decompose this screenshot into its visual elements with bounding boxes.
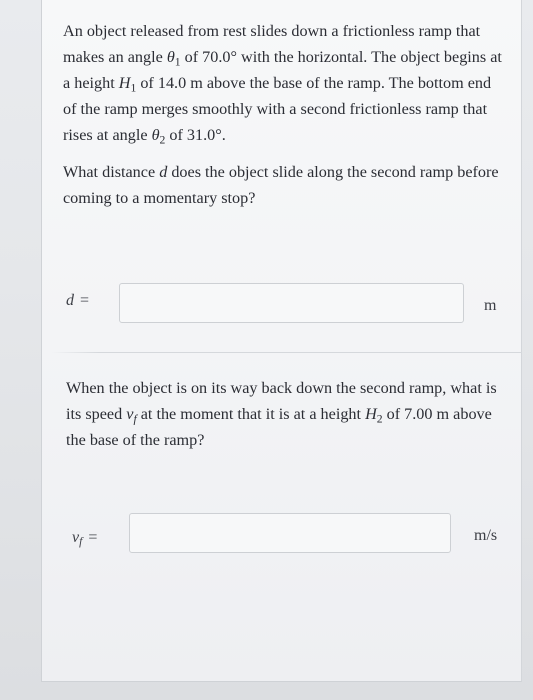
answer-vf-label: $v_f$ = <box>72 529 98 549</box>
height-symbol: H <box>118 74 131 92</box>
question-speed: When the object is on its way back down the second ramp, what is its speed $v_f$ at the moment that it is at a height $H_2$ of 7.00 m above the base of the ramp? <box>66 379 497 449</box>
section-divider <box>52 352 522 353</box>
answer-d-unit: m <box>484 297 497 314</box>
problem-statement: An object released from rest slides down a frictionless ramp that makes an angle $\theta_1$ of 70.0° with the horizontal. The object begins at a height $H_1$ of 14.0 m above the base of the ramp. The bottom end of the ramp merges smoothly with a second frictionless ramp that rises at angle $\theta_2$ of 31.0°. <box>63 22 502 147</box>
answer-vf-input[interactable] <box>129 513 451 553</box>
height-symbol: H <box>365 405 377 423</box>
theta-symbol: θ <box>151 126 160 144</box>
speed-symbol: v <box>126 405 134 423</box>
answer-d-label: d = <box>66 292 90 309</box>
answer-vf-unit: m/s <box>474 527 498 544</box>
answer-d-input[interactable] <box>119 283 464 323</box>
question-distance: What distance d does the object slide along the second ramp before coming to a momentary stop? <box>63 163 499 207</box>
theta-symbol: θ <box>166 48 175 66</box>
distance-symbol: d <box>159 163 168 181</box>
